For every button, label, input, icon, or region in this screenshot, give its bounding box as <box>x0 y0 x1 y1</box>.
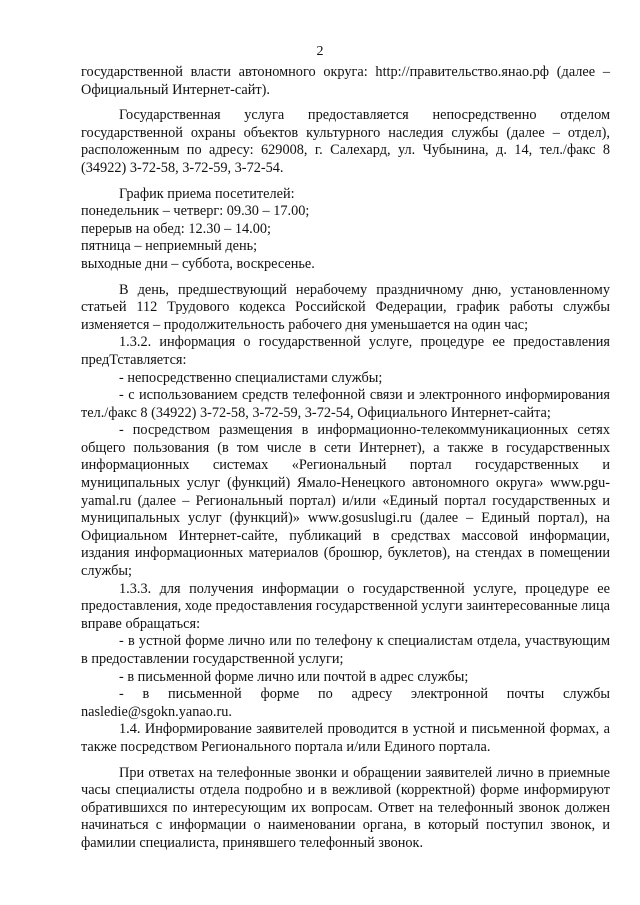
paragraph: При ответах на телефонные звонки и обращении заявителей лично в приемные часы специалисты отдела подробно и в вежливой (корректной) форме информируют обратившихся по интересующим их вопросам. Ответ на телефонный звонок должен начинаться с информации о наименовании органа, в который поступил звонок, и фамилии специалиста, принявшего телефонный звонок. <box>81 764 610 851</box>
paragraph: выходные дни – суббота, воскресенье. <box>81 255 315 272</box>
paragraph: - в устной форме лично или по телефону к специалистам отдела, участвующим в предоставлении государственной услуги; <box>81 633 610 667</box>
paragraph: График приема посетителей: <box>119 185 295 202</box>
paragraph: перерыв на обед: 12.30 – 14.00; <box>81 220 271 237</box>
paragraph: 1.4. Информирование заявителей проводится в устной и письменной формах, а также посредством Регионального портала и/или Единого портала. <box>81 721 610 755</box>
paragraph: - с использованием средств телефонной связи и электронного информирования тел./факс 8 (34922) 3-72-58, 3-72-59, 3-72-54, Официального Интернет-сайта; <box>81 387 610 421</box>
paragraph: - непосредственно специалистами службы; <box>119 369 383 386</box>
paragraph: В день, предшествующий нерабочему праздничному дню, установленному статьей 112 Трудового кодекса Российской Федерации, график работы службы изменяется – продолжительность рабочего дня уменьшается на один час; <box>81 281 610 333</box>
page-number: 2 <box>316 44 324 59</box>
document-body <box>81 64 610 853</box>
paragraph: пятница – неприемный день; <box>81 238 258 255</box>
paragraph: Государственная услуга предоставляется непосредственно отделом государственной охраны объектов культурного наследия службы (далее – отдел), расположенным по адресу: 629008, г. Салехард, ул. Чубынина, д. 14, тел./факс 8 (34922) 3-72-58, 3-72-59, 3-72-54. <box>81 107 610 176</box>
paragraph: - в письменной форме по адресу электронной почты службы nasledie@sgokn.yanao.ru. <box>81 686 610 720</box>
paragraph: - в письменной форме лично или почтой в адрес службы; <box>119 668 469 685</box>
paragraph: 1.3.2. информация о государственной услуге, процедуре ее предоставления предТставляется: <box>81 334 610 368</box>
paragraph: - посредством размещения в информационно-телекоммуникационных сетях общего пользования (в том числе в сети Интернет), а также в государственных информационных системах «Региональный портал государственных и муниципальных услуг (функций) Ямало-Ненецкого автономного округа» www.pgu-yamal.ru (далее – Региональный портал) и/или «Единый портал государственных и муниципальных услуг (функций)» www.gosuslugi.ru (далее – Единый портал), на Официальном Интернет-сайте, публикаций в средствах массовой информации, издания информационных материалов (брошюр, буклетов), на стендах в помещении службы; <box>81 422 610 580</box>
paragraph: 1.3.3. для получения информации о государственной услуге, процедуре ее предоставления, ходе предоставления государственной услуги заинтересованные лица вправе обращаться: <box>81 580 610 632</box>
paragraph: государственной власти автономного округа: http://правительство.янао.рф (далее – Официальный Интернет-сайт). <box>81 64 610 98</box>
paragraph: понедельник – четверг: 09.30 – 17.00; <box>81 203 310 220</box>
